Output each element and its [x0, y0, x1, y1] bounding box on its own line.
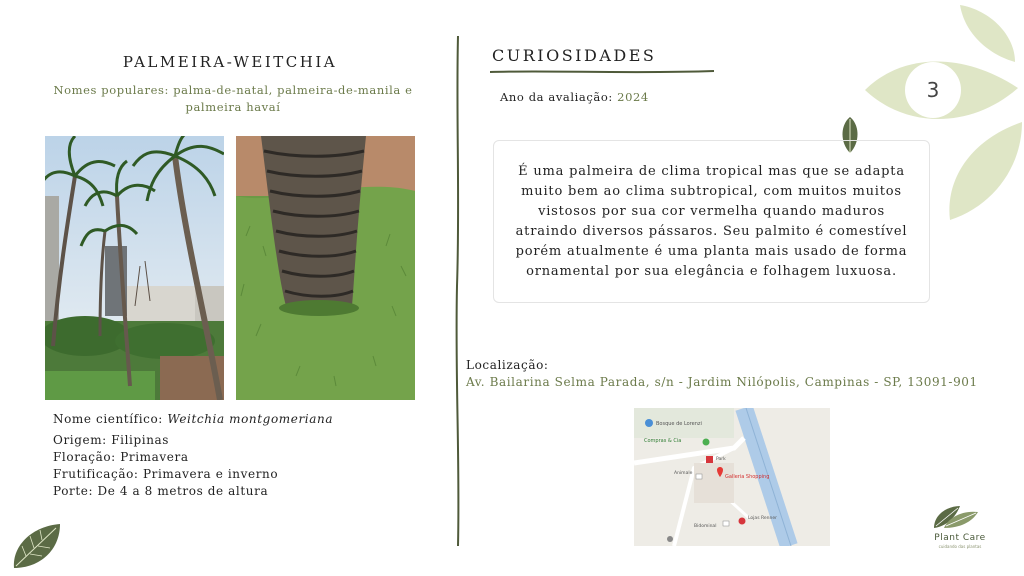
- fruiting: Frutificação: Primavera e inverno: [53, 467, 279, 481]
- size: Porte: De 4 a 8 metros de altura: [53, 484, 269, 498]
- title-underline: [490, 68, 714, 76]
- leaf-icon: [8, 520, 64, 572]
- flowering: Floração: Primavera: [53, 450, 189, 464]
- page-number: 3: [905, 62, 961, 118]
- map-label-mall: Compras & Cia: [644, 438, 682, 444]
- location-label: Localização:: [466, 358, 549, 372]
- scientific-name-label: Nome científico:: [53, 412, 163, 426]
- vertical-divider: [452, 36, 464, 546]
- scientific-name-line: [53, 411, 333, 428]
- palm-trees-photo: [45, 136, 224, 400]
- year-value: 2024: [617, 90, 649, 104]
- map-label-park: Park: [716, 457, 726, 462]
- map-label-top: Bosque de Lorenzi: [656, 421, 702, 427]
- map-label-animale: Animale: [674, 471, 693, 476]
- year-label: Ano da avaliação:: [500, 90, 613, 104]
- plant-title: PALMEIRA-WEITCHIA: [122, 53, 338, 71]
- map-label-center: Galleria Shopping: [725, 474, 770, 480]
- brand-tagline: cuidando das plantas: [938, 544, 982, 549]
- plant-facts: [53, 411, 333, 500]
- brand-logo-icon: [930, 502, 982, 532]
- map-label-store: Lojas Renner: [748, 516, 777, 521]
- popular-names: Nomes populares: palma-de-natal, palmeira-de-manila e palmeira havaí: [53, 83, 413, 114]
- curiosities-title: CURIOSIDADES: [492, 46, 657, 65]
- location-map[interactable]: [634, 408, 830, 546]
- trunk-photo: [236, 136, 415, 400]
- scientific-name: Weitchia montgomeriana: [167, 412, 334, 426]
- brand-name: Plant Care: [934, 533, 986, 543]
- map-label-bottom: Bidominal: [694, 524, 717, 529]
- origin: Origem: Filipinas: [53, 433, 170, 447]
- evaluation-year: [500, 90, 649, 104]
- curiosities-text: É uma palmeira de clima tropical mas que se adapta muito bem ao clima subtropical, com muitos muitos vistosos por sua cor vermelha quando maduros atraindo diversos pássaros. Seu palmito é comestível porém atualmente é uma planta mais usado de forma ornamental por sua elegância e folhagem luxuosa.: [493, 140, 930, 303]
- location-address: Av. Bailarina Selma Parada, s/n - Jardim Nilópolis, Campinas - SP, 13091-901: [466, 375, 978, 389]
- map-pin-icon: [645, 419, 653, 427]
